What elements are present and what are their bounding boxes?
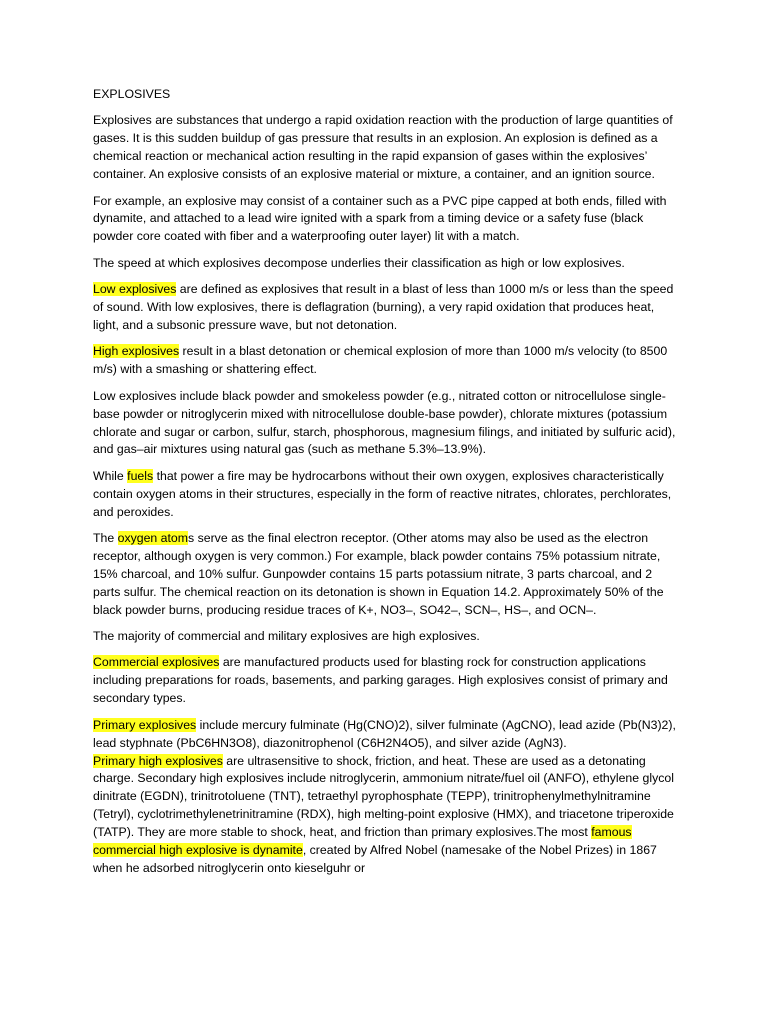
paragraph-fuels — [93, 468, 678, 522]
paragraph-text: include mercury fulminate (Hg(CNO)2), silver fulminate (AgCNO), lead azide (Pb(N3)2), lead styphnate (PbC6HN3O8), diazonitrophenol (C6H2N4O5), and silver azide (AgN3). — [93, 717, 676, 750]
highlighted-term: High explosives — [93, 344, 180, 359]
paragraph-text: The speed at which explosives decompose underlies their classification as high or low explosives. — [93, 255, 625, 270]
paragraph-majority — [93, 628, 678, 646]
paragraph-text: The majority of commercial and military explosives are high explosives. — [93, 629, 480, 644]
paragraph-text: that power a fire may be hydrocarbons without their own oxygen, explosives characteristically contain oxygen atoms in their structures, especially in the form of reactive nitrates, chlorates, perchlorates, and peroxides. — [93, 468, 672, 519]
paragraph-primary-explosives — [93, 717, 678, 753]
document-title: EXPLOSIVES — [93, 87, 171, 101]
paragraph-text: For example, an explosive may consist of a container such as a PVC pipe capped at both ends, filled with dynamite, and attached to a lead wire ignited with a spark from a timing device or a safety fuse (black powder core coated with fiber and a waterproofing outer layer) lit with a match. — [93, 193, 667, 244]
paragraph-high-explosives — [93, 343, 678, 379]
highlighted-phrase: famous commercial high explosive is dynamite — [93, 825, 632, 858]
paragraph-text: are manufactured products used for blasting rock for construction applications including preparations for roads, basements, and parking garages. High explosives consist of primary and secondary types. — [93, 655, 668, 706]
paragraph-low-explosive-types — [93, 388, 678, 460]
paragraph-commercial-explosives — [93, 654, 678, 708]
highlighted-term: fuels — [127, 468, 154, 483]
paragraph-text: Low explosives include black powder and smokeless powder (e.g., nitrated cotton or nitrocellulose single-base powder or nitroglycerin mixed with nitrocellulose double-base powder), chlorate mixtures (potassium chlorate and sugar or carbon, sulfur, starch, phosphorous, magnesium filings, and initiated by sulfuric acid), and gas–air mixtures using natural gas (such as methane 5.3%–13.9%). — [93, 388, 676, 457]
paragraph-text-suffix: , created by Alfred Nobel (namesake of the Nobel Prizes) in 1867 when he adsorbed nitroglycerin onto kieselguhr or — [93, 843, 657, 875]
document-body — [93, 86, 678, 886]
paragraph-text: are ultrasensitive to shock, friction, and heat. These are used as a detonating charge. Secondary high explosives include nitroglycerin, ammonium nitrate/fuel oil (ANFO), ethylene glycol dinitrate (EGDN), trinitrotoluene (TNT), tetraethyl pyrophosphate (TEPP), trinitrophenylmethylnitramine (Tetryl), cyclotrimethylenetrinitramine (RDX), high melting-point explosive (HMX), and triacetone triperoxide (TATP). They are more stable to shock, heat, and friction than primary explosives.The most — [93, 753, 674, 840]
paragraph-text: are defined as explosives that result in a blast of less than 1000 m/s or less than the speed of sound. With low explosives, there is deflagration (burning), a very rapid oxidation that produces heat, light, and a subsonic pressure wave, but not detonation. — [93, 282, 674, 332]
paragraph-text: s serve as the final electron receptor. (Other atoms may also be used as the electron receptor, although oxygen is very common.) For example, black powder contains 75% potassium nitrate, 15% charcoal, and 10% sulfur. Gunpowder contains 15 parts potassium nitrate, 3 parts charcoal, and 2 parts sulfur. The chemical reaction on its detonation is shown in Equation 14.2. Approximately 50% of the black powder burns, producing residue traces of K+, NO3–, SO42–, SCN–, HS–, and OCN–. — [93, 531, 664, 617]
paragraph-example — [93, 193, 678, 247]
highlighted-term: Low explosives — [93, 282, 177, 297]
paragraph-oxygen-atoms — [93, 530, 678, 620]
highlighted-term: oxygen atom — [117, 531, 189, 546]
highlighted-term: Primary high explosives — [93, 753, 223, 768]
paragraph-text-prefix: The — [93, 531, 118, 546]
paragraph-low-explosives — [93, 281, 678, 335]
highlighted-term: Primary explosives — [93, 717, 197, 732]
paragraph-text-prefix: While — [93, 468, 128, 483]
paragraph-classification — [93, 255, 678, 273]
highlighted-term: Commercial explosives — [93, 655, 220, 670]
paragraph-primary-high-explosives — [93, 753, 678, 878]
paragraph-text: result in a blast detonation or chemical explosion of more than 1000 m/s velocity (to 8500 m/s) with a smashing or shattering effect. — [93, 344, 668, 377]
paragraph-definition — [93, 112, 678, 184]
paragraph-text: Explosives are substances that undergo a rapid oxidation reaction with the production of large quantities of gases. It is this sudden buildup of gas pressure that results in an explosion. An explosion is defined as a chemical reaction or mechanical action resulting in the rapid expansion of gases within the explosives’ container. An explosive consists of an explosive material or mixture, a container, and an ignition source. — [93, 113, 673, 182]
